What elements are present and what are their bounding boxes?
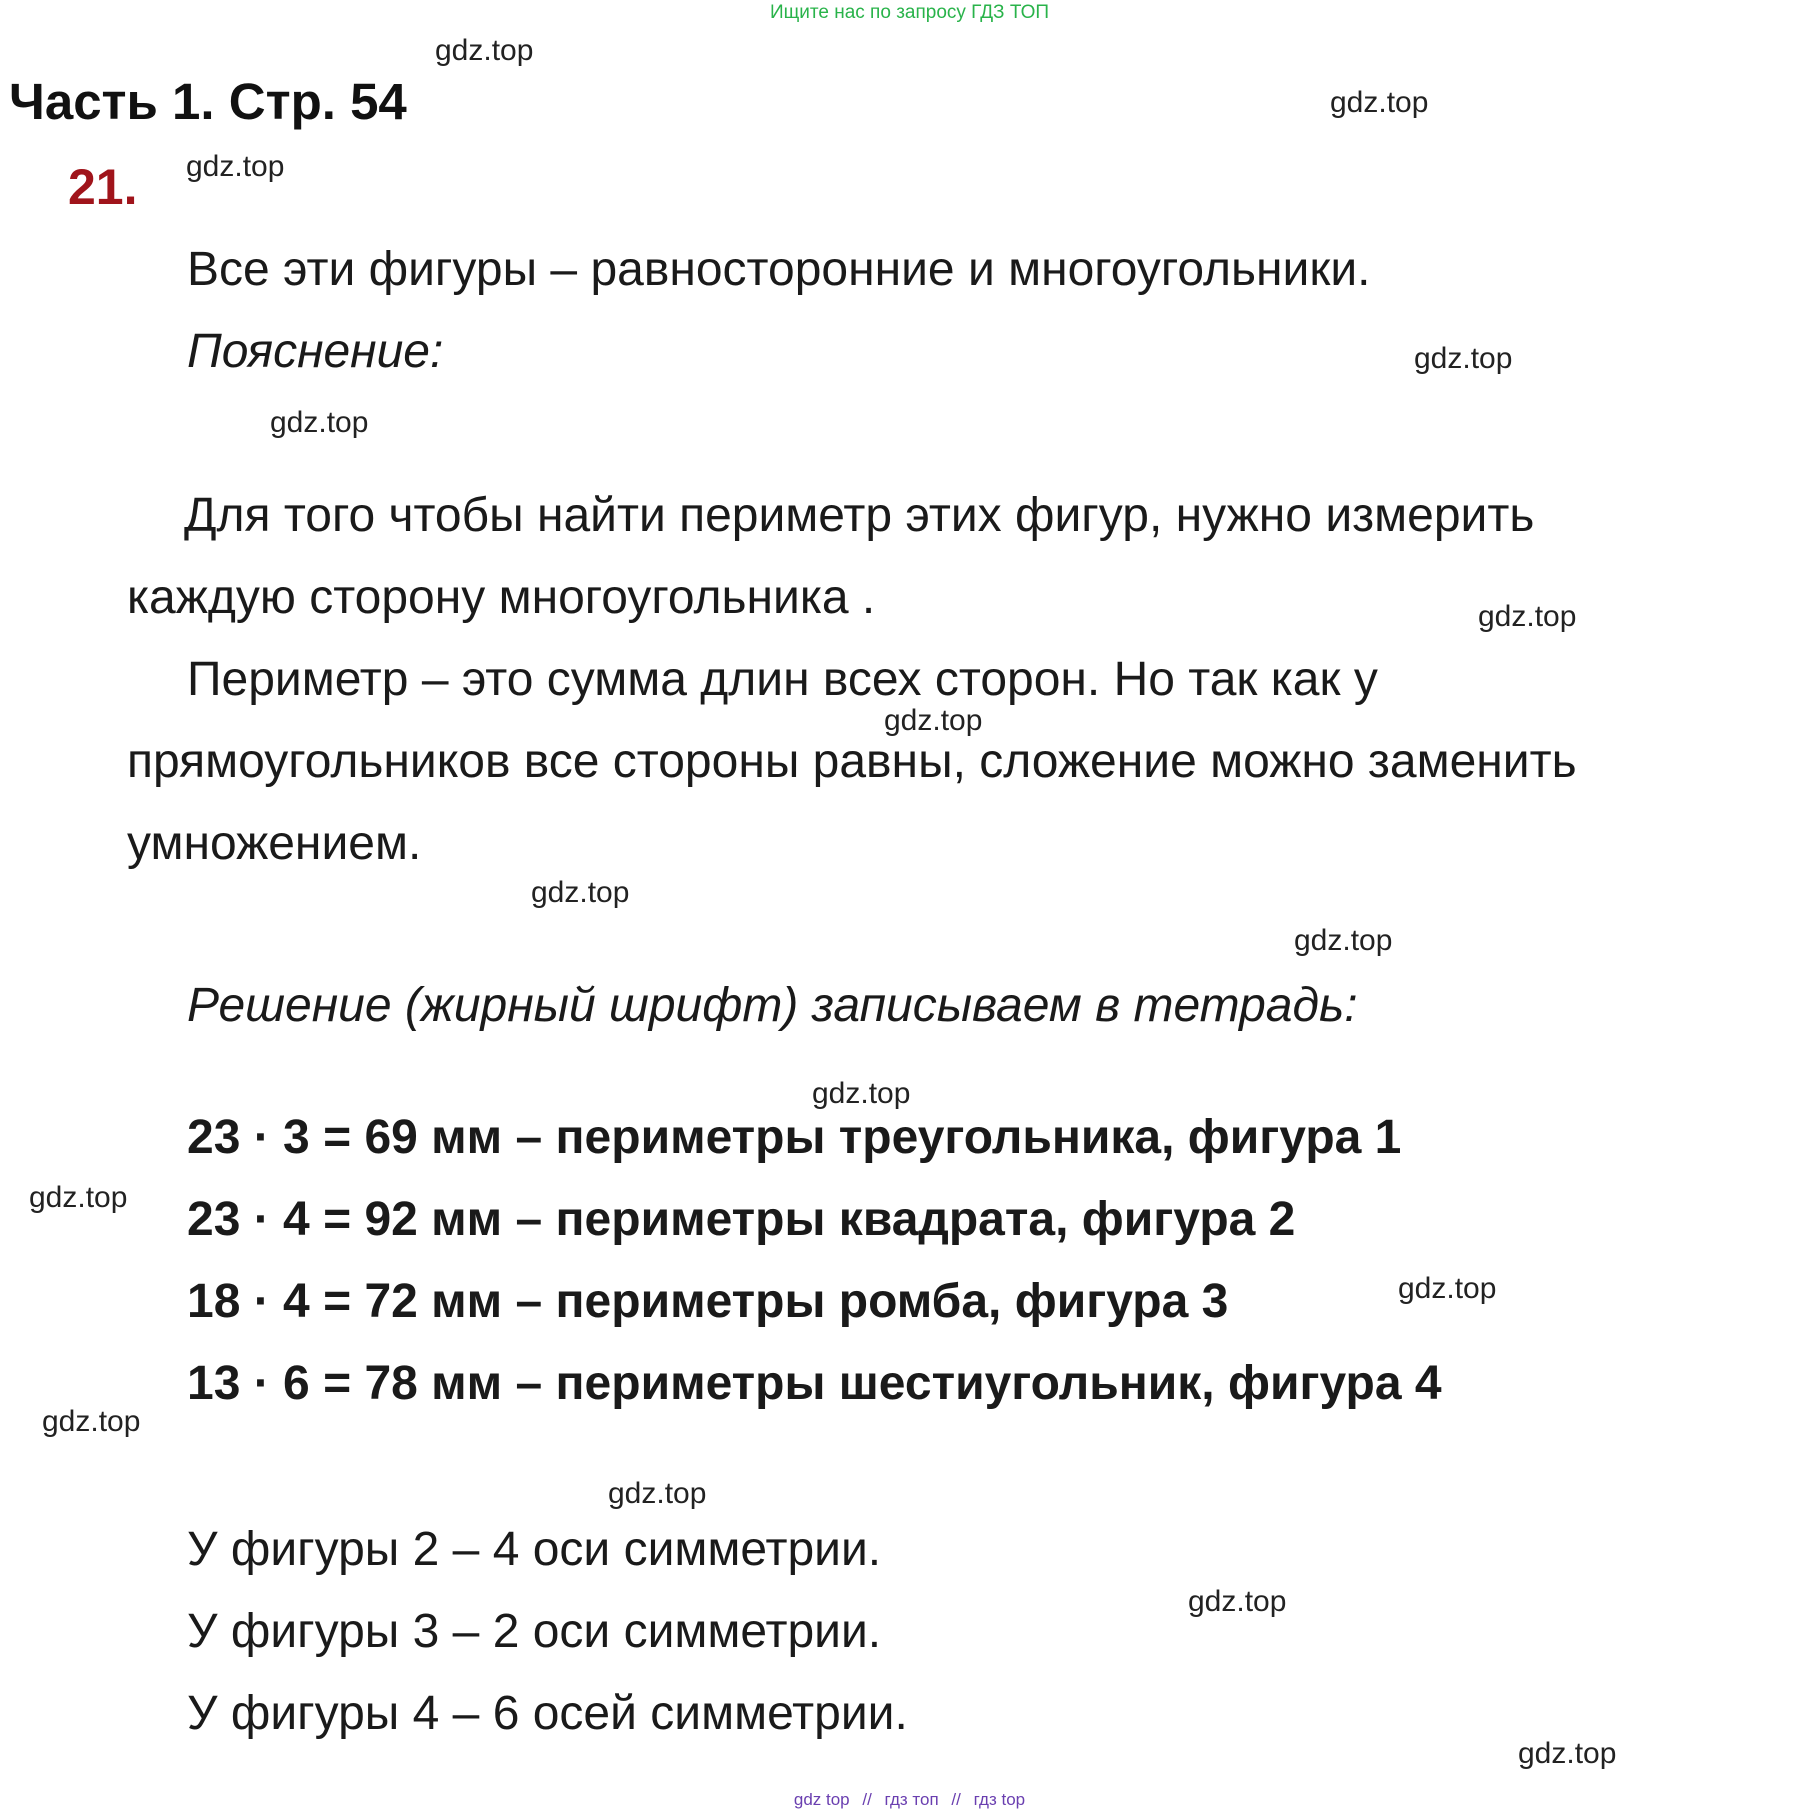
watermark: gdz.top bbox=[29, 1181, 128, 1214]
watermark: gdz.top bbox=[1398, 1272, 1497, 1305]
watermark: gdz.top bbox=[1478, 600, 1577, 633]
footer-separator: // bbox=[951, 1790, 961, 1809]
footer-links bbox=[0, 1790, 1819, 1810]
solution-line: 18 · 4 = 72 мм – периметры ромба, фигура 3 bbox=[187, 1275, 1229, 1328]
watermark: gdz.top bbox=[186, 150, 285, 183]
watermark: gdz.top bbox=[812, 1077, 911, 1110]
symmetry-line: У фигуры 3 – 2 оси симметрии. bbox=[187, 1605, 882, 1658]
page-title: Часть 1. Стр. 54 bbox=[9, 73, 407, 130]
watermark: gdz.top bbox=[1188, 1585, 1287, 1618]
watermark: gdz.top bbox=[42, 1405, 141, 1438]
explanation-line: Для того чтобы найти периметр этих фигур, нужно измерить bbox=[184, 489, 1535, 542]
watermark: gdz.top bbox=[608, 1477, 707, 1510]
watermark: gdz.top bbox=[435, 34, 534, 67]
watermark: gdz.top bbox=[1294, 924, 1393, 957]
answer-text: Все эти фигуры – равносторонние и многоугольники. bbox=[187, 243, 1371, 296]
explanation-label: Пояснение: bbox=[187, 325, 444, 378]
explanation-line: Периметр – это сумма длин всех сторон. Но так как у bbox=[187, 653, 1378, 706]
watermark: gdz.top bbox=[1414, 342, 1513, 375]
explanation-line: прямоугольников все стороны равны, сложение можно заменить bbox=[127, 735, 1577, 788]
solution-line: 23 · 3 = 69 мм – периметры треугольника, фигура 1 bbox=[187, 1111, 1402, 1164]
explanation-line: каждую сторону многоугольника . bbox=[127, 571, 876, 624]
footer-link[interactable]: гдз топ bbox=[884, 1790, 939, 1809]
watermark: gdz.top bbox=[270, 406, 369, 439]
explanation-line: умножением. bbox=[127, 817, 422, 870]
solution-label: Решение (жирный шрифт) записываем в тетрадь: bbox=[187, 979, 1358, 1032]
footer-link[interactable]: gdz top bbox=[793, 1790, 850, 1809]
symmetry-line: У фигуры 2 – 4 оси симметрии. bbox=[187, 1523, 882, 1576]
search-hint-banner: Ищите нас по запросу ГДЗ ТОП bbox=[769, 2, 1050, 23]
symmetry-line: У фигуры 4 – 6 осей симметрии. bbox=[187, 1687, 908, 1740]
solution-line: 13 · 6 = 78 мм – периметры шестиугольник, фигура 4 bbox=[187, 1357, 1442, 1410]
task-number: 21. bbox=[68, 159, 138, 215]
watermark: gdz.top bbox=[1330, 86, 1429, 119]
watermark: gdz.top bbox=[531, 876, 630, 909]
footer-separator: // bbox=[862, 1790, 872, 1809]
watermark: gdz.top bbox=[1518, 1737, 1617, 1770]
watermark: gdz.top bbox=[884, 704, 983, 737]
solution-line: 23 · 4 = 92 мм – периметры квадрата, фигура 2 bbox=[187, 1193, 1296, 1246]
footer-link[interactable]: гдз top bbox=[973, 1790, 1026, 1809]
